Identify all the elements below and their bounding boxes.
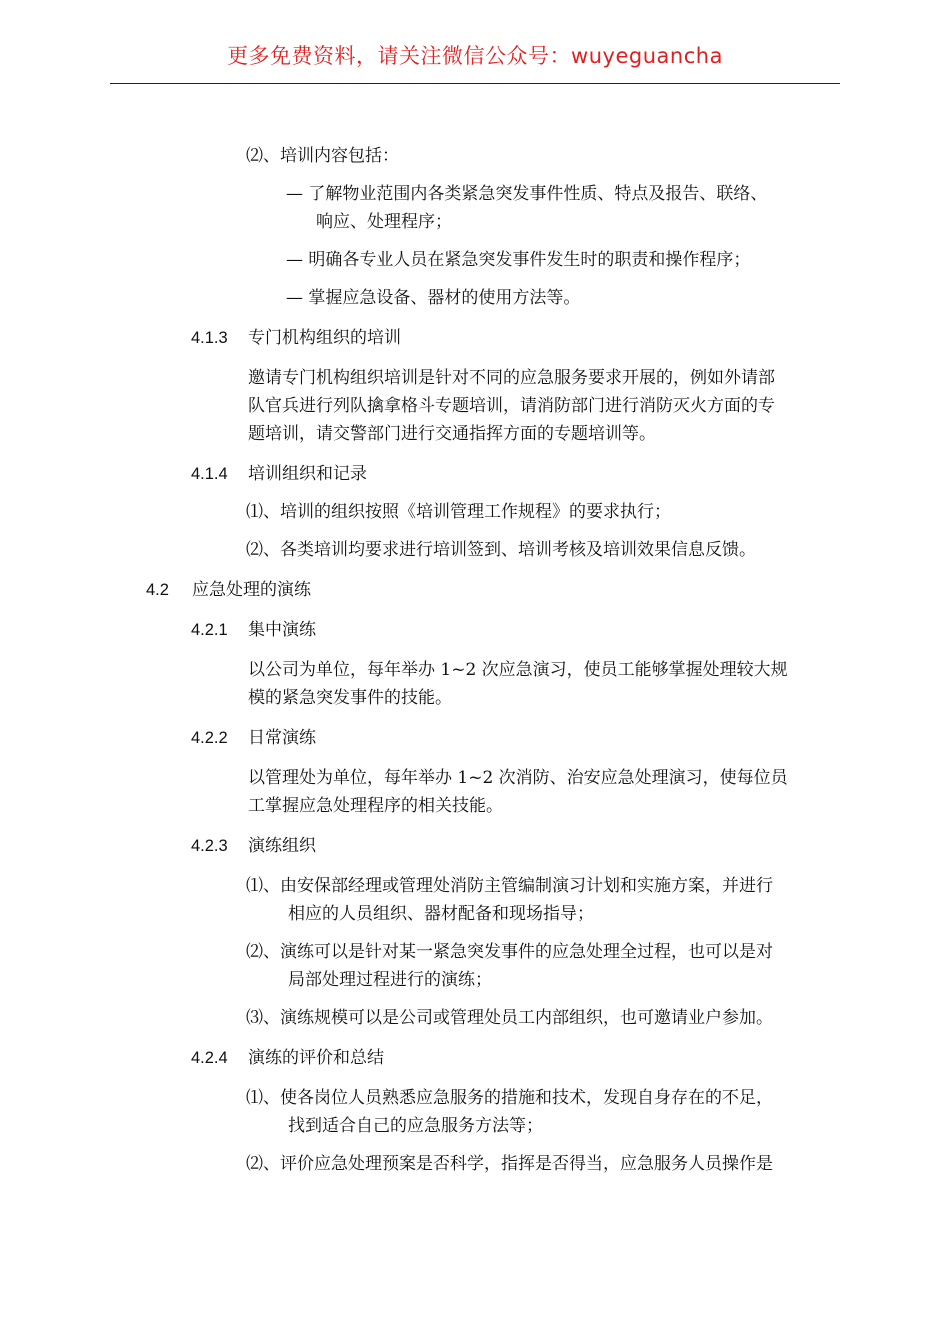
section-4-2-3-number: 4.2.3 bbox=[191, 837, 228, 855]
section-4-1-4-item-1: ⑴、培训的组织按照《培训管理工作规程》的要求执行； bbox=[246, 502, 671, 522]
section-4-2-3-item-3: ⑶、演练规模可以是公司或管理处员工内部组织，也可邀请业户参加。 bbox=[246, 1008, 773, 1028]
item-2-intro: ⑵、培训内容包括： bbox=[246, 146, 399, 166]
section-4-1-3-para-line-1: 邀请专门机构组织培训是针对不同的应急服务要求开展的，例如外请部 bbox=[248, 368, 775, 388]
section-4-1-3-para-line-3: 题培训，请交警部门进行交通指挥方面的专题培训等。 bbox=[248, 424, 656, 444]
section-4-1-3-title: 专门机构组织的培训 bbox=[248, 328, 401, 348]
bullet-2: — 明确各专业人员在紧急突发事件发生时的职责和操作程序； bbox=[286, 250, 751, 270]
section-4-2-3-item-2-line-2: 局部处理过程进行的演练； bbox=[288, 970, 492, 990]
section-4-2-4-item-1-line-2: 找到适合自己的应急服务方法等； bbox=[288, 1116, 543, 1136]
promo-banner: 更多免费资料，请关注微信公众号：wuyeguancha bbox=[227, 44, 723, 68]
section-4-2-1-para-line-1: 以公司为单位，每年举办 1~2 次应急演习，使员工能够掌握处理较大规 bbox=[248, 660, 788, 680]
section-4-2-4-title: 演练的评价和总结 bbox=[248, 1048, 384, 1068]
section-4-2-1-para-line-2: 模的紧急突发事件的技能。 bbox=[248, 688, 452, 708]
section-4-1-3-number: 4.1.3 bbox=[191, 329, 228, 347]
section-4-2-3-item-1-line-2: 相应的人员组织、器材配备和现场指导； bbox=[288, 904, 594, 924]
section-4-2-4-item-2-line-1: ⑵、评价应急处理预案是否科学，指挥是否得当，应急服务人员操作是 bbox=[246, 1154, 773, 1174]
section-4-2-3-title: 演练组织 bbox=[248, 836, 316, 856]
section-4-2-2-para-line-2: 工掌握应急处理程序的相关技能。 bbox=[248, 796, 503, 816]
section-4-2-3-item-1-line-1: ⑴、由安保部经理或管理处消防主管编制演习计划和实施方案，并进行 bbox=[246, 876, 773, 896]
section-4-2-2-para-line-1: 以管理处为单位，每年举办 1~2 次消防、治安应急处理演习，使每位员 bbox=[248, 768, 788, 788]
bullet-3: — 掌握应急设备、器材的使用方法等。 bbox=[286, 288, 581, 308]
section-4-2-title: 应急处理的演练 bbox=[192, 580, 311, 600]
section-4-2-number: 4.2 bbox=[146, 581, 169, 599]
section-4-1-3-para-line-2: 队官兵进行列队擒拿格斗专题培训，请消防部门进行消防灭火方面的专 bbox=[248, 396, 775, 416]
section-4-2-2-number: 4.2.2 bbox=[191, 729, 228, 747]
bullet-1-line-1: — 了解物业范围内各类紧急突发事件性质、特点及报告、联络、 bbox=[286, 184, 768, 204]
section-4-2-4-number: 4.2.4 bbox=[191, 1049, 228, 1067]
section-4-2-2-title: 日常演练 bbox=[248, 728, 316, 748]
section-4-2-1-title: 集中演练 bbox=[248, 620, 316, 640]
section-4-2-3-item-2-line-1: ⑵、演练可以是针对某一紧急突发事件的应急处理全过程，也可以是对 bbox=[246, 942, 773, 962]
section-4-1-4-number: 4.1.4 bbox=[191, 465, 228, 483]
header-divider bbox=[110, 83, 840, 84]
section-4-1-4-title: 培训组织和记录 bbox=[248, 464, 367, 484]
bullet-1-line-2: 响应、处理程序； bbox=[316, 212, 452, 232]
section-4-1-4-item-2: ⑵、各类培训均要求进行培训签到、培训考核及培训效果信息反馈。 bbox=[246, 540, 756, 560]
section-4-2-4-item-1-line-1: ⑴、使各岗位人员熟悉应急服务的措施和技术，发现自身存在的不足， bbox=[246, 1088, 773, 1108]
section-4-2-1-number: 4.2.1 bbox=[191, 621, 228, 639]
